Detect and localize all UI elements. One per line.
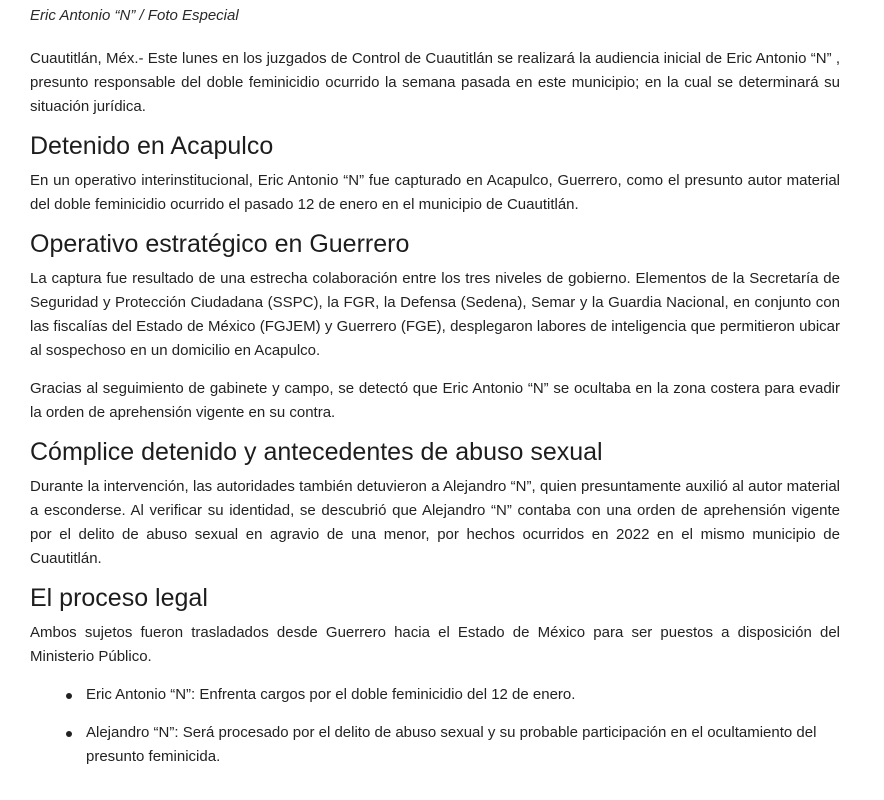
section-heading-complice: Cómplice detenido y antecedentes de abuso sexual [30, 438, 603, 466]
section-heading-proceso: El proceso legal [30, 584, 208, 612]
charges-list [30, 683, 840, 769]
intro-paragraph: Cuautitlán, Méx.- Este lunes en los juzgados de Control de Cuautitlán se realizará la audiencia inicial de Eric Antonio “N” , presunto responsable del doble feminicidio ocurrido la semana pasada en este municipio; en la cual se determinará su situación jurídica. [30, 50, 840, 115]
section-paragraph: Durante la intervención, las autoridades también detuvieron a Alejandro “N”, quien presuntamente auxilió al autor material a esconderse. Al verificar su identidad, se descubrió que Alejandro “N” contaba con una orden de aprehensión vigente por el delito de abuso sexual en agravio de una menor, por hechos ocurridos en 2022 en el mismo municipio de Cuautitlán. [30, 478, 840, 567]
list-item [86, 683, 840, 707]
section-heading-operativo: Operativo estratégico en Guerrero [30, 230, 410, 258]
bullet-icon [66, 731, 72, 737]
section-paragraph: En un operativo interinstitucional, Eric Antonio “N” fue capturado en Acapulco, Guerrero, como el presunto autor material del doble feminicidio ocurrido el pasado 12 de enero en el municipio de Cuautitlán. [30, 172, 840, 213]
bullet-icon [66, 693, 72, 699]
section-paragraph: Ambos sujetos fueron trasladados desde Guerrero hacia el Estado de México para ser puestos a disposición del Ministerio Público. [30, 624, 840, 665]
list-item-text: Alejandro “N”: Será procesado por el delito de abuso sexual y su probable participación en el ocultamiento del presunto feminicida. [86, 724, 817, 765]
section-paragraph: Gracias al seguimiento de gabinete y campo, se detectó que Eric Antonio “N” se ocultaba en la zona costera para evadir la orden de aprehensión vigente en su contra. [30, 380, 840, 421]
list-item-text: Eric Antonio “N”: Enfrenta cargos por el doble feminicidio del 12 de enero. [86, 686, 576, 703]
list-item [86, 721, 840, 769]
section-paragraph: La captura fue resultado de una estrecha colaboración entre los tres niveles de gobierno. Elementos de la Secretaría de Seguridad y Protección Ciudadana (SSPC), la FGR, la Defensa (Sedena), Semar y la Guardia Nacional, en conjunto con las fiscalías del Estado de México (FGJEM) y Guerrero (FGE), desplegaron labores de inteligencia que permitieron ubicar al sospechoso en un domicilio en Acapulco. [30, 270, 840, 359]
section-heading-detenido: Detenido en Acapulco [30, 132, 274, 160]
photo-caption: Eric Antonio “N” / Foto Especial [30, 7, 239, 24]
